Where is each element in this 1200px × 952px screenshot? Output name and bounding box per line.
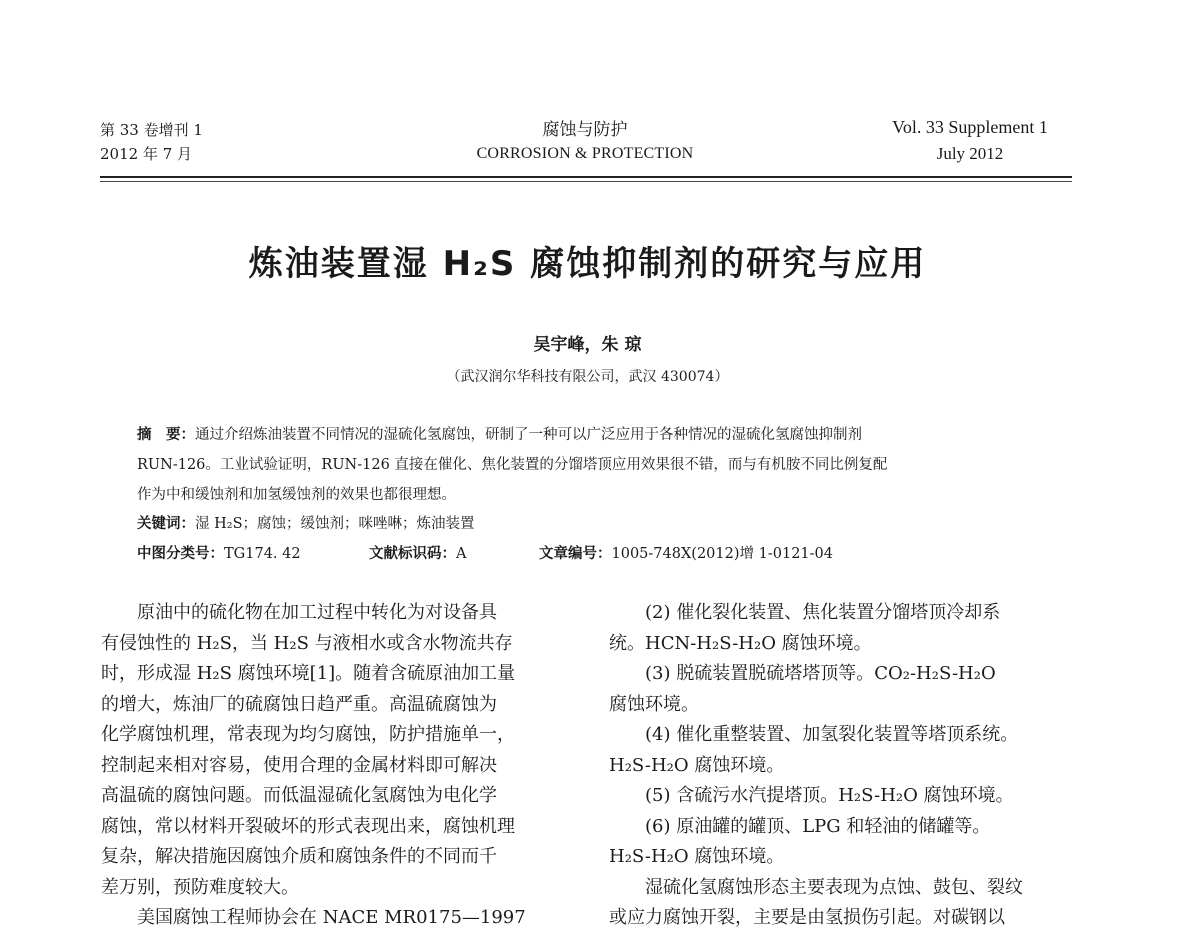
- doc-code-group: [369, 544, 539, 564]
- body-column-right: [609, 598, 1079, 934]
- keywords-label: 关键词：: [137, 516, 195, 532]
- abstract-line-3: 作为中和缓蚀剂和加氢缓蚀剂的效果也都很理想。: [137, 487, 456, 503]
- body-line: 腐蚀环境。: [609, 693, 699, 715]
- body-column-left: [101, 598, 571, 934]
- body-line: 时，形成湿 H₂S 腐蚀环境[1]。随着含硫原油加工量: [101, 663, 516, 684]
- abstract-label: 摘 要：: [137, 427, 195, 443]
- body-line: (6) 原油罐的罐顶、LPG 和轻油的储罐等。: [609, 815, 991, 837]
- affiliation: （武汉润尔华科技有限公司，武汉 430074）: [446, 369, 729, 385]
- body-line: (2) 催化裂化装置、焦化装置分馏塔顶冷却系: [609, 602, 1001, 623]
- date-en: July 2012: [936, 144, 1004, 163]
- body-line: 差万别，预防难度较大。: [101, 876, 299, 898]
- body-line: 控制起来相对容易，使用合理的金属材料即可解决: [101, 754, 497, 776]
- body-line: 有侵蚀性的 H₂S，当 H₂S 与液相水或含水物流共存: [101, 632, 513, 654]
- body-line: 统。HCN-H₂S-H₂O 腐蚀环境。: [609, 632, 872, 654]
- header-rule-thin: [100, 181, 1072, 182]
- volume-cn: 第 33 卷增刊 1: [100, 121, 203, 139]
- body-line: H₂S-H₂O 腐蚀环境。: [609, 846, 785, 867]
- body-line: 复杂，解决措施因腐蚀介质和腐蚀条件的不同而千: [101, 846, 497, 867]
- body-line: 高温硫的腐蚀问题。而低温湿硫化氢腐蚀为电化学: [101, 785, 497, 806]
- journal-name-en: CORROSION & PROTECTION: [476, 145, 694, 162]
- abstract-line-2: RUN-126。工业试验证明，RUN-126 直接在催化、焦化装置的分馏塔顶应用效果很不错，而与有机胺不同比例复配: [137, 457, 888, 473]
- abstract-line-1: [137, 425, 1072, 445]
- doc-code-value: A: [456, 546, 467, 562]
- body-line: 湿硫化氢腐蚀形态主要表现为点蚀、鼓包、裂纹: [609, 876, 1023, 898]
- doc-code-label: 文献标识码：: [369, 546, 456, 562]
- body-line: (3) 脱硫装置脱硫塔塔顶等。CO₂-H₂S-H₂O: [609, 663, 996, 684]
- article-no-value: 1005-748X(2012)增 1-0121-04: [611, 546, 834, 562]
- header-rule: [100, 176, 1072, 178]
- clc-label: 中图分类号：: [137, 546, 224, 562]
- body-line: (4) 催化重整装置、加氢裂化装置等塔顶系统。: [609, 724, 1019, 745]
- clc-group: [137, 544, 369, 564]
- abstract-text-1: 通过介绍炼油装置不同情况的湿硫化氢腐蚀，研制了一种可以广泛应用于各种情况的湿硫化氢腐蚀抑制剂: [195, 427, 862, 443]
- body-line: H₂S-H₂O 腐蚀环境。: [609, 754, 785, 776]
- body-line: 原油中的硫化物在加工过程中转化为对设备具: [101, 602, 497, 623]
- body-line: (5) 含硫污水汽提塔顶。H₂S-H₂O 腐蚀环境。: [609, 785, 1014, 806]
- body-line: 化学腐蚀机理，常表现为均匀腐蚀，防护措施单一，: [101, 724, 515, 745]
- keywords: 湿 H₂S；腐蚀；缓蚀剂；咪唑啉；炼油装置: [195, 516, 475, 532]
- journal-header-right: [870, 114, 1070, 167]
- authors: 吴宇峰，朱 琼: [533, 335, 642, 355]
- volume-en: Vol. 33 Supplement 1: [892, 117, 1048, 137]
- body-line: 腐蚀，常以材料开裂破坏的形式表现出来，腐蚀机理: [101, 815, 515, 837]
- classification-line: [137, 544, 1072, 564]
- keywords-line: [137, 514, 1072, 534]
- article-no-group: [539, 544, 833, 564]
- body-line: 美国腐蚀工程师协会在 NACE MR0175—1997: [101, 907, 526, 928]
- clc-value: TG174. 42: [224, 546, 301, 562]
- article-no-label: 文章编号：: [539, 546, 612, 562]
- date-cn: 2012 年 7 月: [100, 145, 193, 163]
- body-line: 的增大，炼油厂的硫腐蚀日趋严重。高温硫腐蚀为: [101, 693, 497, 715]
- article-title: 炼油装置湿 H₂S 腐蚀抑制剂的研究与应用: [248, 244, 927, 284]
- body-line: 或应力腐蚀开裂，主要是由氢损伤引起。对碳钢以: [609, 907, 1005, 928]
- journal-name-cn: 腐蚀与防护: [542, 120, 628, 140]
